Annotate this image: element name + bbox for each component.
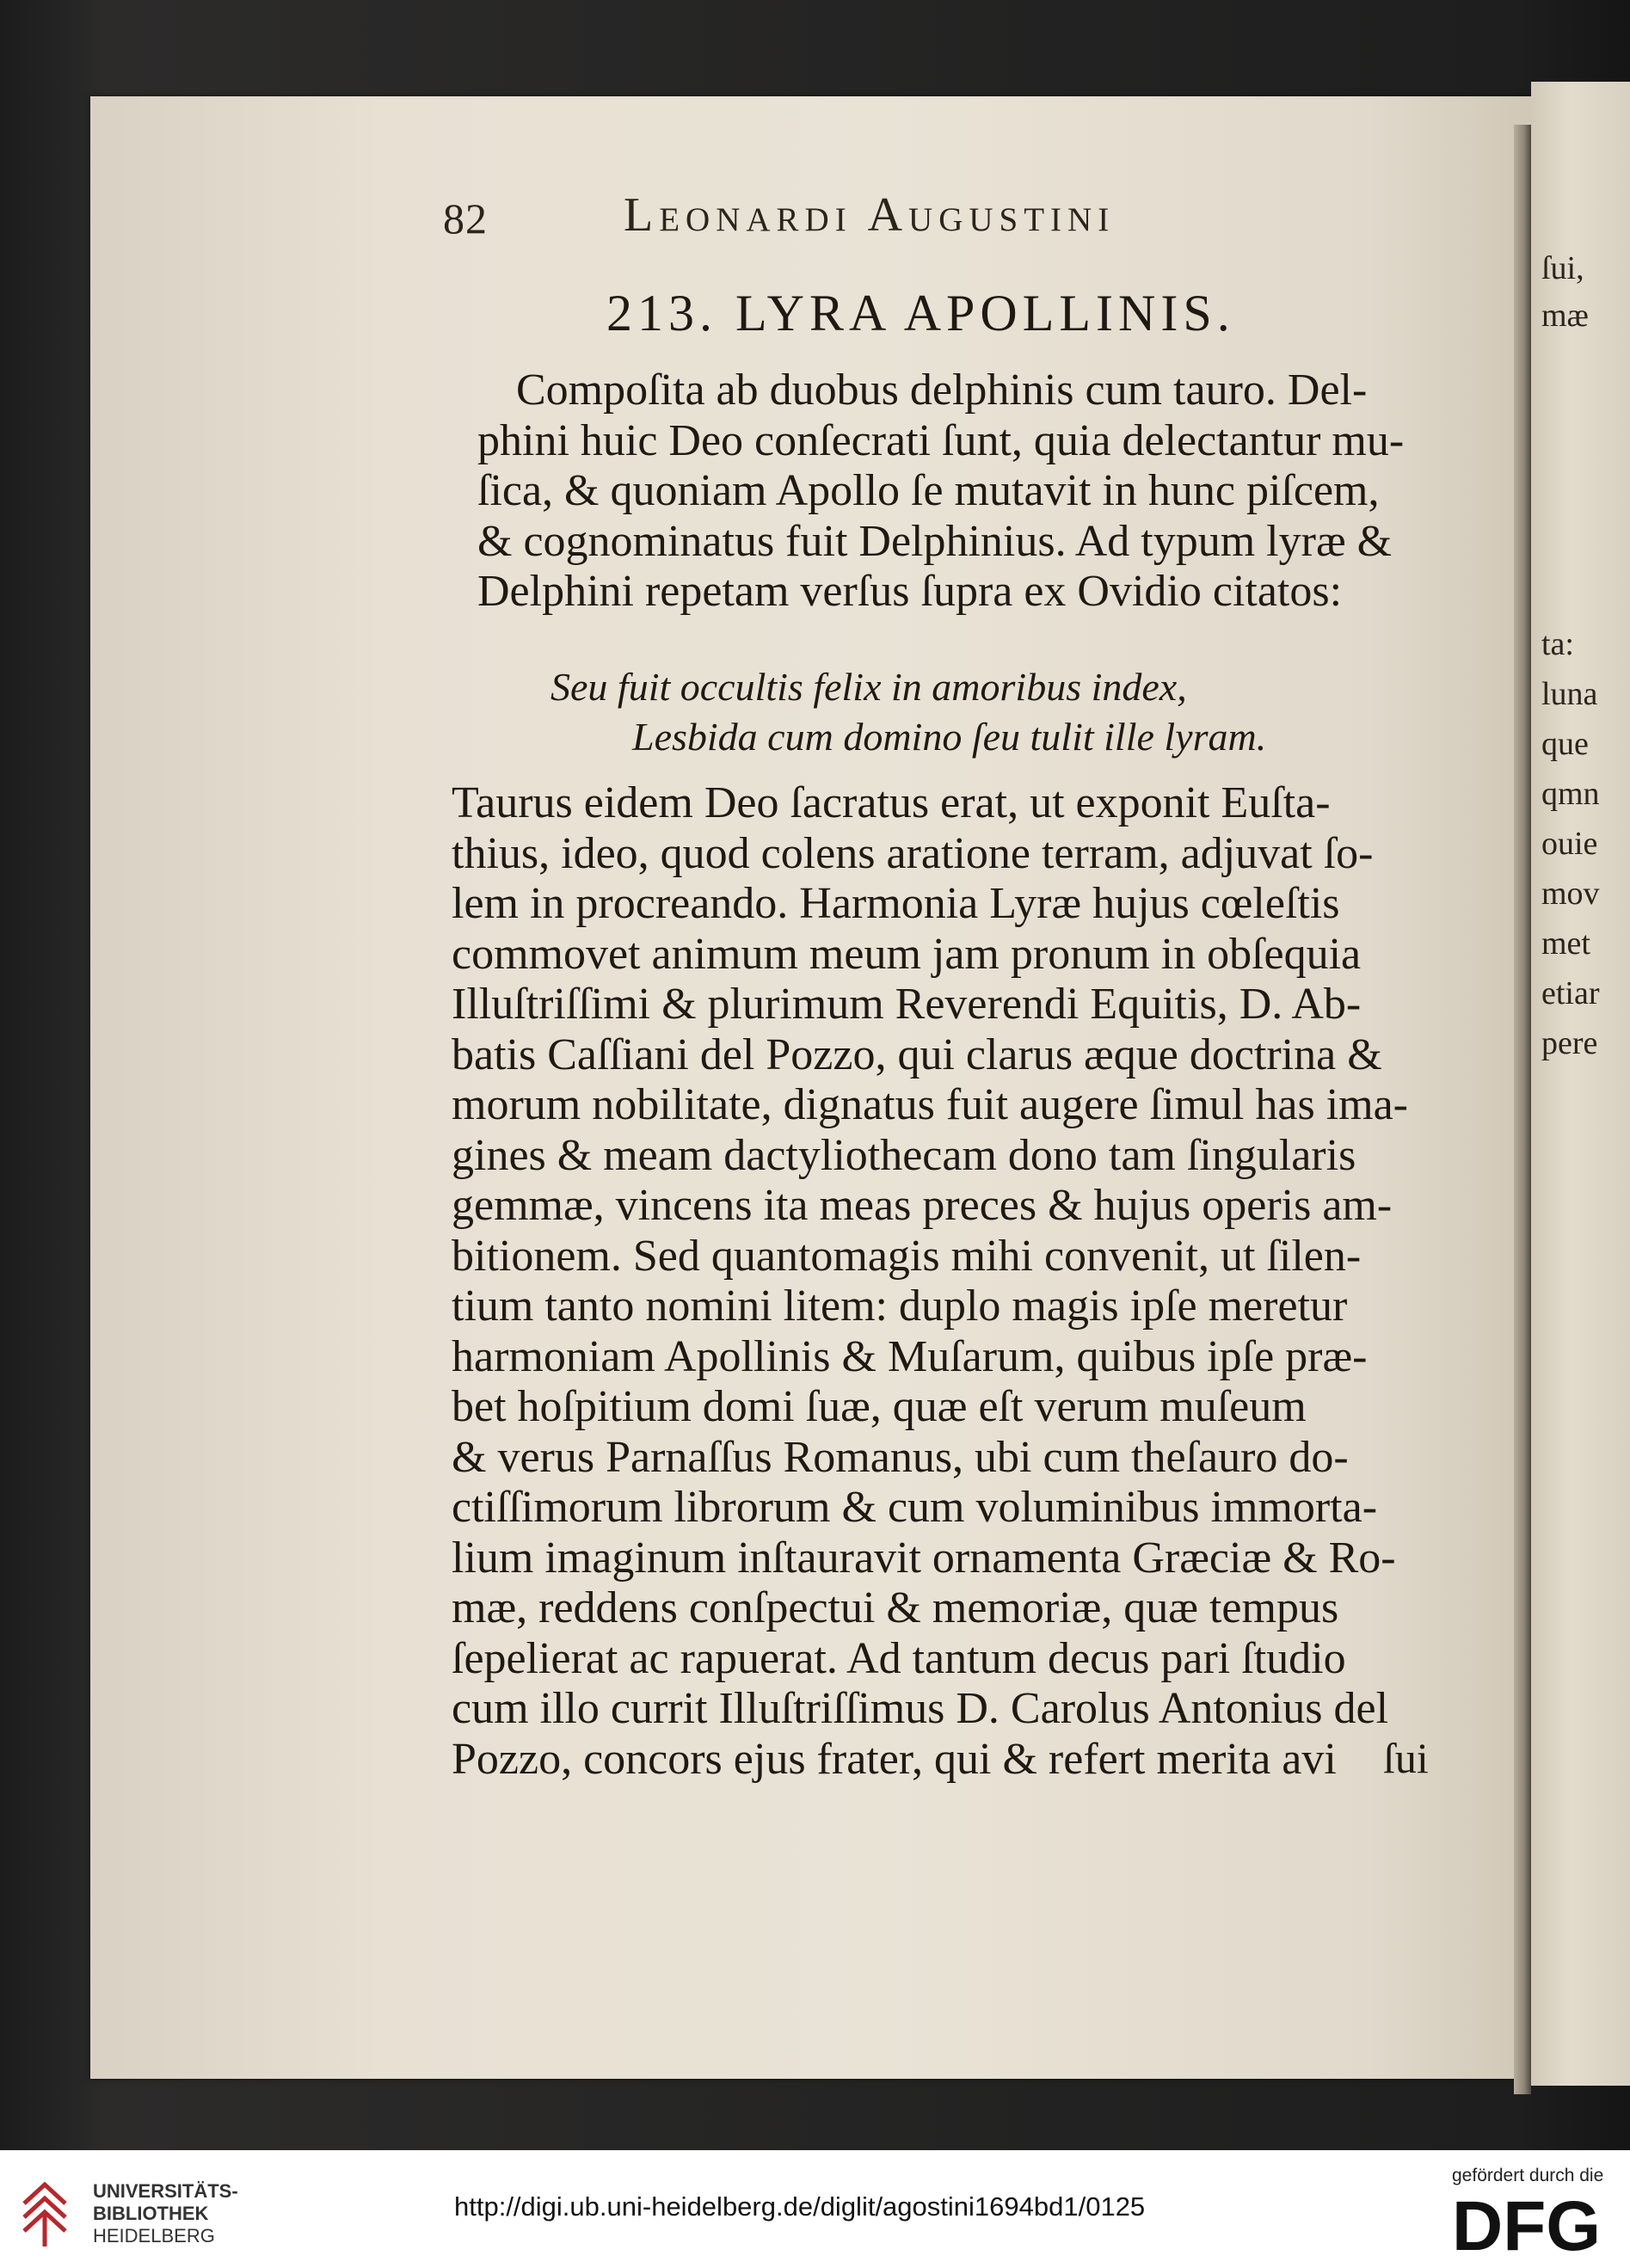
permalink-url[interactable]: http://digi.ub.uni-heidelberg.de/diglit/agostini1694bd1/0125 <box>454 2191 1146 2222</box>
paragraph-1 <box>477 366 1404 618</box>
text-line: morum nobilitate, dignatus fuit augere ſimul has ima- <box>452 1080 1408 1129</box>
text-line: ſica, & quoniam Apollo ſe mutavit in hunc piſcem, <box>477 466 1380 515</box>
next-page-word: luna <box>1541 676 1598 712</box>
next-page-word: que <box>1541 726 1589 762</box>
text-line: & verus Parnaſſus Romanus, ubi cum theſauro do- <box>452 1432 1349 1482</box>
university-library-logo-icon[interactable] <box>19 2169 88 2251</box>
catchword: ſui <box>1383 1734 1429 1782</box>
library-name-line: UNIVERSITÄTS- <box>93 2180 238 2202</box>
text-line: lem in procreando. Harmonia Lyræ hujus cœleſtis <box>452 879 1340 928</box>
running-title: Leonardi Augustini <box>624 188 1116 242</box>
library-name <box>93 2180 238 2247</box>
paragraph-2 <box>452 778 1408 1785</box>
dfg-logo-icon[interactable] <box>1452 2191 1608 2256</box>
next-page-word: mov <box>1541 876 1600 912</box>
text-line: tium tanto nomini litem: duplo magis ipſe meretur <box>452 1282 1348 1331</box>
page-number: 82 <box>443 194 488 243</box>
next-page-word: qmn <box>1541 776 1600 812</box>
text-line: commovet animum meum jam pronum in obſequia <box>452 929 1362 979</box>
dfg-logo-text: DFG <box>1452 2191 1602 2256</box>
text-line: Delphini repetam verſus ſupra ex Ovidio citatos: <box>477 567 1343 616</box>
text-line: ſepelierat ac rapuerat. Ad tantum decus pari ſtudio <box>452 1633 1346 1683</box>
text-line: phini huic Deo conſecrati ſunt, quia delectantur mu- <box>477 415 1405 465</box>
text-line: gines & meam dactyliothecam dono tam ſingularis <box>452 1130 1356 1180</box>
next-page-word: ta: <box>1541 626 1574 662</box>
verse-line: Lesbida cum domino ſeu tulit ille lyram. <box>632 715 1267 759</box>
viewer-footer <box>0 2150 1630 2268</box>
funding-note: gefördert durch die <box>1452 2166 1604 2185</box>
text-line: Compoſita ab duobus delphinis cum tauro. Del- <box>516 366 1368 415</box>
text-line: Pozzo, concors ejus frater, qui & refert merita avi <box>452 1734 1337 1784</box>
text-line: batis Caſſiani del Pozzo, qui clarus æque doctrina & <box>452 1030 1382 1079</box>
text-line: mæ, reddens conſpectui & memoriæ, quæ tempus <box>452 1583 1339 1632</box>
library-name-line: BIBLIOTHEK <box>93 2203 209 2224</box>
text-line: ctiſſimorum librorum & cum voluminibus immorta- <box>452 1483 1378 1532</box>
library-name-line: HEIDELBERG <box>93 2225 215 2246</box>
next-page-word: pere <box>1541 1025 1598 1061</box>
next-page-word: mæ <box>1541 298 1589 334</box>
text-line: bet hoſpitium domi ſuæ, quæ eſt verum muſeum <box>452 1382 1307 1431</box>
text-line: gemmæ, vincens ita meas preces & hujus operis am- <box>452 1181 1393 1230</box>
text-line: harmoniam Apollinis & Muſarum, quibus ipſe præ- <box>452 1331 1368 1381</box>
next-page-word: met <box>1541 925 1590 962</box>
next-page-word: ouie <box>1541 826 1598 862</box>
verse-line: Seu fuit occultis felix in amoribus index, <box>551 665 1187 709</box>
section-title: 213. LYRA APOLLINIS. <box>606 285 1235 341</box>
text-line: Illuſtriſſimi & plurimum Reverendi Equitis, D. Ab- <box>452 980 1362 1029</box>
text-line: bitionem. Sed quantomagis mihi convenit, ut ſilen- <box>452 1231 1362 1281</box>
text-line: thius, ideo, quod colens aratione terram, adjuvat ſo- <box>452 828 1374 878</box>
next-page-word: ſui, <box>1541 250 1584 286</box>
text-line: & cognominatus fuit Delphinius. Ad typum lyræ & <box>477 516 1393 566</box>
text-line: cum illo currit Illuſtriſſimus D. Carolus Antonius del <box>452 1684 1389 1733</box>
text-line: Taurus eidem Deo ſacratus erat, ut exponit Euſta- <box>452 778 1331 827</box>
next-page-word: etiar <box>1541 975 1600 1011</box>
text-line: lium imaginum inſtauravit ornamenta Græciæ & Ro- <box>452 1533 1396 1583</box>
verse-quotation <box>551 662 1266 762</box>
